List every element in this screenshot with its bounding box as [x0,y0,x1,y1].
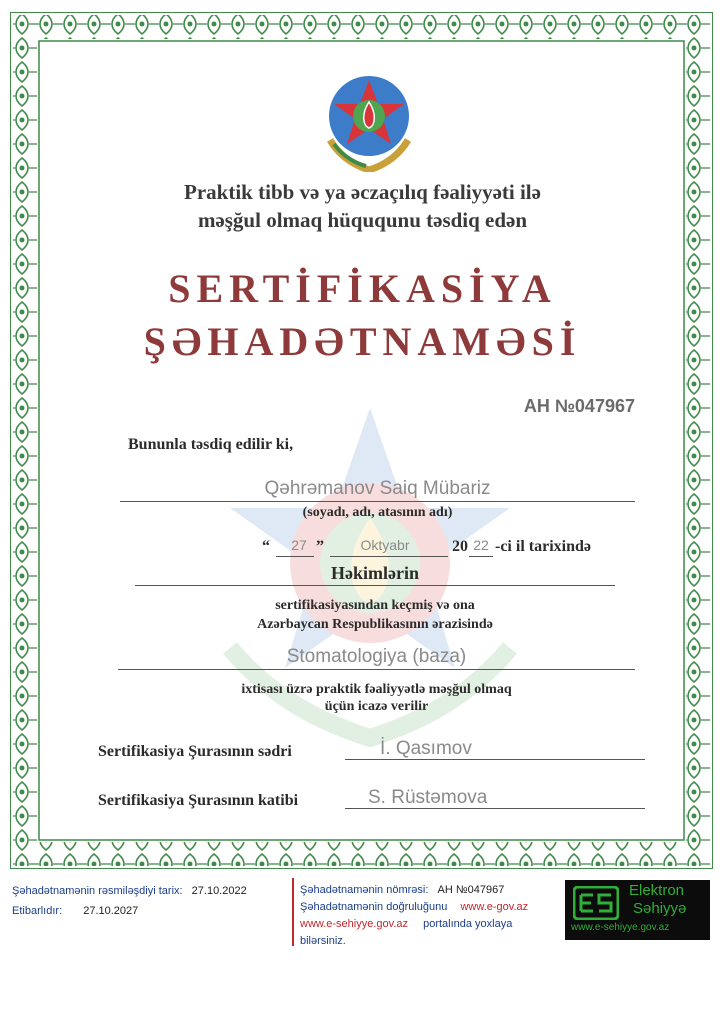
logo-mark-icon [573,886,619,920]
issue-date-value: 27.10.2022 [191,885,247,897]
portal-text-2: bilərsiniz. [300,935,346,947]
state-emblem-icon [318,70,420,172]
valid-date-label: Etibarlıdır: [12,905,63,917]
elektron-sehiyye-logo [565,880,710,940]
permit-line-2: üçün icazə verilir [324,699,429,714]
number-label: Şəhadətnamənin nömrəsi: [300,884,429,896]
title-line-1: SERTİFİKASİYA [168,266,557,311]
chair-name: İ. Qasımov [380,738,472,759]
passed-line-2: Azərbaycan Respublikasının ərazisində [257,617,493,632]
intro-text: Bununla təsdiq edilir ki, [128,436,294,453]
date-year-prefix: 20 [452,538,468,555]
full-name-caption: (soyadı, adı, atasının adı) [302,505,453,520]
footer-divider [292,878,294,946]
category: Həkimlərin [331,563,419,583]
chair-label: Sertifikasiya Şurasının sədri [98,743,292,760]
full-name: Qəhrəmanov Saiq Mübariz [264,478,491,499]
verify-label: Şəhadətnamənin doğruluğunu [300,901,448,913]
specialty: Stomatologiya (baza) [286,646,467,667]
logo-line-1: Elektron [629,882,685,899]
category-underline [135,585,615,586]
issue-date-label: Şəhadətnamənin rəsmiləşdiyi tarix: [12,885,183,897]
title-line-2: ŞƏHADƏTNAMƏSİ [143,319,582,364]
number-row [300,884,504,896]
logo-line-2: Səhiyyə [633,900,687,917]
issue-date-row [12,885,247,897]
date-year-suffix: 22 [473,537,489,553]
heading-line-2: məşğul olmaq hüququnu təsdiq edən [197,208,528,232]
secretary-label: Sertifikasiya Şurasının katibi [98,792,299,809]
serial-number: AH №047967 [523,396,635,416]
date-open-quote: “ [262,538,270,555]
number-value: AH №047967 [437,884,505,896]
specialty-underline [118,669,635,670]
passed-line-1: sertifikasiyasından keçmiş və ona [275,598,475,613]
portal-text: portalında yoxlaya [423,918,513,930]
date-year-underline [469,556,493,557]
valid-date-value: 27.10.2027 [83,905,139,917]
logo-url: www.e-sehiyye.gov.az [571,922,670,933]
valid-date-row [12,905,138,917]
permit-line-1: ixtisası üzrə praktik fəaliyyətlə məşğul olmaq [241,682,512,697]
site-esehiyye-link[interactable]: www.e-sehiyye.gov.az [300,918,409,930]
verify-row [300,901,528,913]
heading-line-1: Praktik tibb və ya əczaçılıq fəaliyyəti ilə [184,180,541,204]
portal-row [300,918,512,930]
date-line [262,538,652,560]
date-close-quote: ” [316,538,324,555]
date-month-underline [330,556,448,557]
date-day: 27 [291,537,307,553]
secretary-signature-line [345,808,645,809]
site-egov-link[interactable]: www.e-gov.az [460,901,529,913]
chair-signature-line [345,759,645,760]
date-day-underline [276,556,314,557]
full-name-underline [120,501,635,502]
secretary-name: S. Rüstəmova [368,787,488,808]
date-tail: -ci il tarixində [495,538,591,555]
date-month: Oktyabr [360,537,410,553]
